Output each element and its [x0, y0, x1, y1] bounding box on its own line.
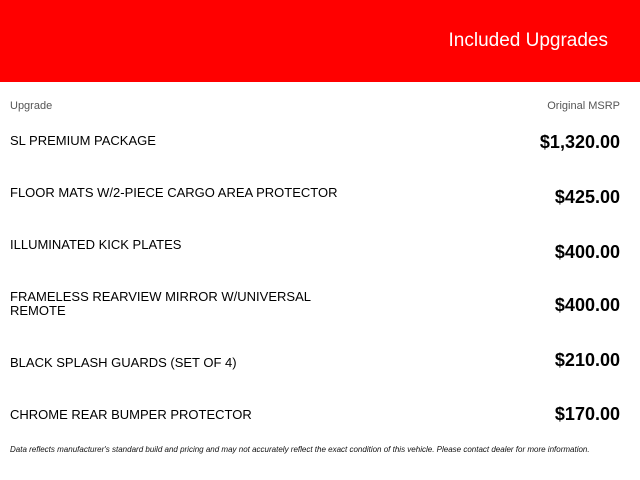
upgrade-name: SL PREMIUM PACKAGE [10, 133, 156, 148]
upgrade-row [10, 238, 620, 288]
upgrade-name: CHROME REAR BUMPER PROTECTOR [10, 407, 252, 422]
upgrade-row [10, 186, 620, 236]
column-header-upgrade: Upgrade [10, 100, 53, 112]
upgrade-price: $400.00 [554, 242, 620, 262]
upgrade-name: FRAMELESS REARVIEW MIRROR W/UNIVERSAL REMOTE [10, 289, 311, 318]
upgrade-price: $425.00 [554, 187, 620, 207]
column-header-msrp: Original MSRP [547, 100, 620, 112]
upgrade-row [10, 290, 620, 340]
upgrade-name: BLACK SPLASH GUARDS (SET OF 4) [10, 355, 237, 370]
upgrade-row [10, 350, 620, 406]
upgrade-price: $400.00 [554, 295, 620, 315]
upgrade-name: FLOOR MATS W/2-PIECE CARGO AREA PROTECTOR [10, 185, 338, 200]
upgrade-price: $170.00 [554, 404, 620, 424]
page-title: Included Upgrades [448, 30, 608, 51]
upgrade-row [10, 134, 620, 184]
header-banner [0, 0, 640, 82]
disclaimer-text: Data reflects manufacturer's standard build and pricing and may not accurately reflect the exact condition of this vehicle. Please contact dealer for more information. [10, 445, 590, 454]
upgrade-price: $1,320.00 [539, 132, 620, 152]
upgrade-name: ILLUMINATED KICK PLATES [10, 237, 182, 252]
upgrade-price: $210.00 [554, 350, 620, 370]
